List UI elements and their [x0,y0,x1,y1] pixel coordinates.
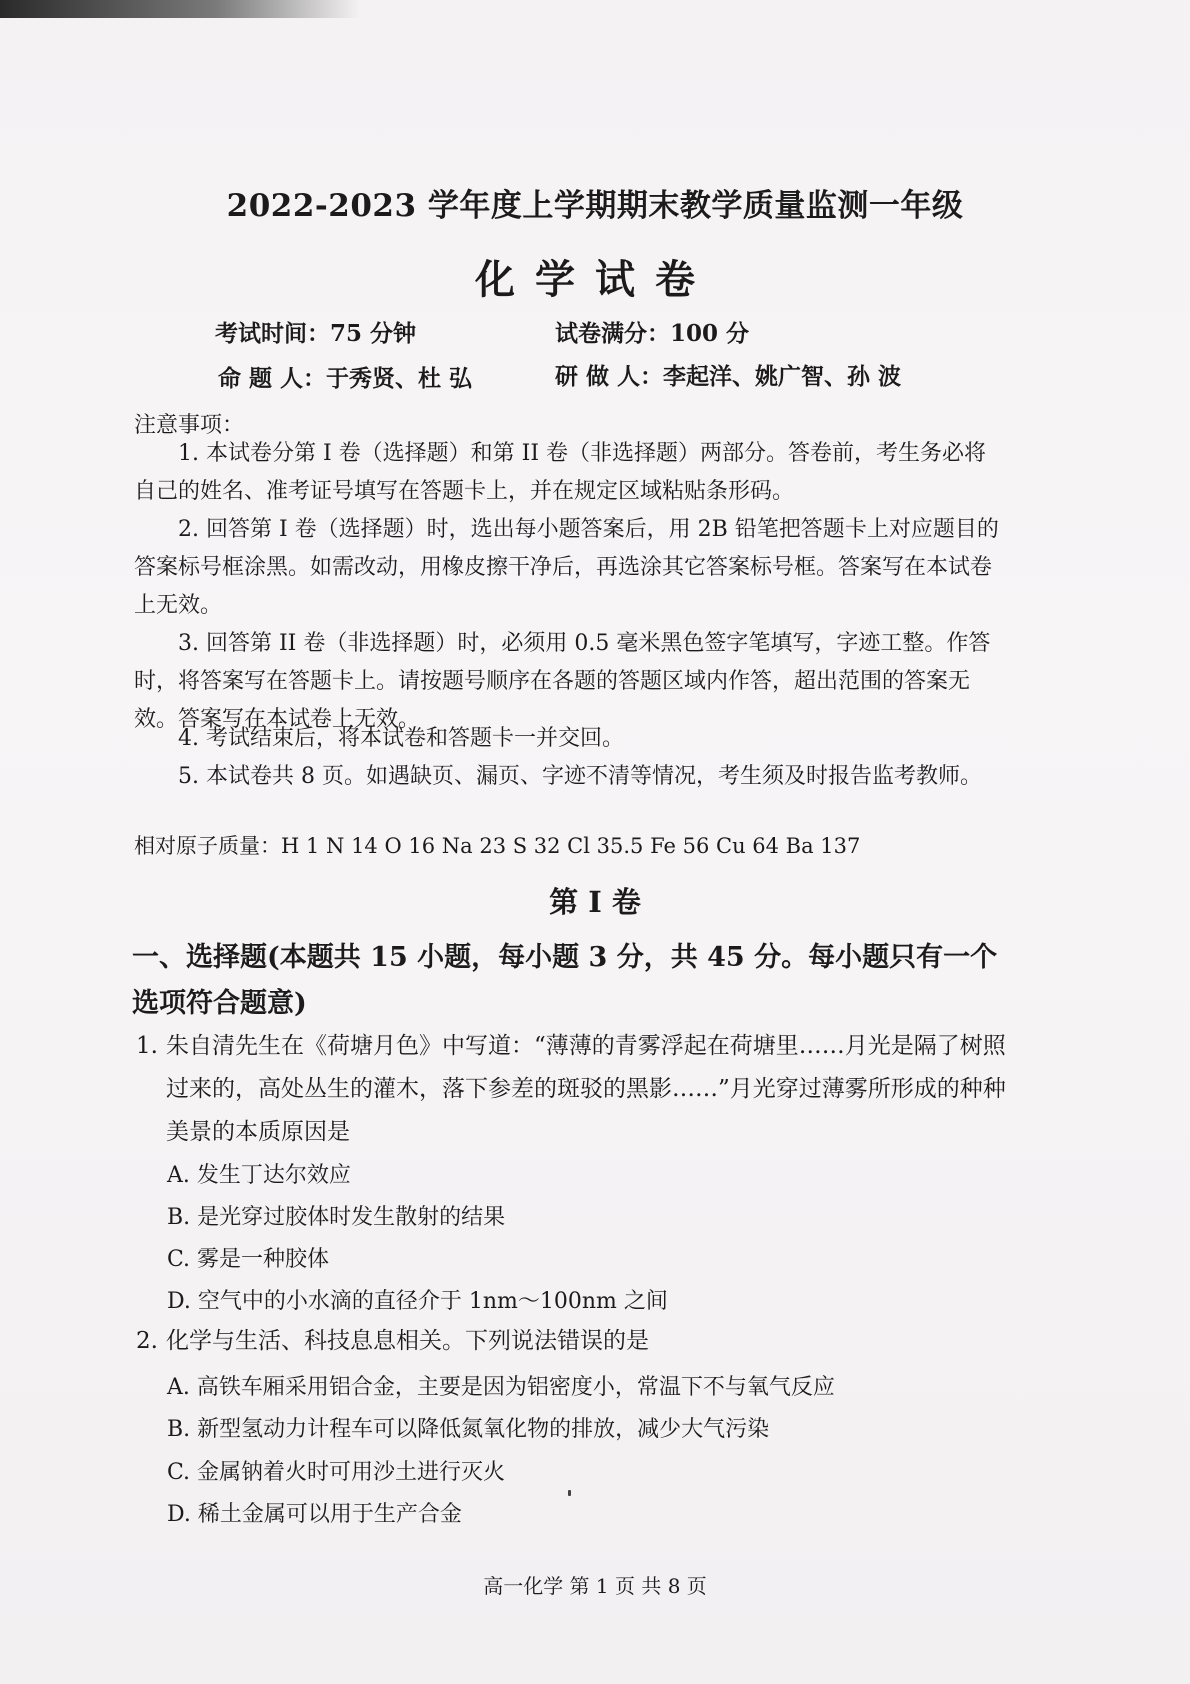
part-title: 一、选择题(本题共 15 小题，每小题 3 分，共 45 分。每小题只有一个选项符合题意) [132,942,998,1019]
notice-item-4: 4. 考试结束后，将本试卷和答题卡一并交回。 [178,726,624,751]
question-number: 2. [136,1328,158,1354]
q2-option-a: A. 高铁车厢采用铝合金，主要是因为铝密度小，常温下不与氧气反应 [167,1375,835,1400]
exam-title: 2022-2023 学年度上学期期末教学质量监测一年级 [226,188,964,224]
notice-item-1: 1. 本试卷分第 I 卷（选择题）和第 II 卷（非选择题）两部分。答卷前，考生务必将自己的姓名、准考证号填写在答题卡上，并在规定区域粘贴条形码。 [134,441,987,504]
question-1 [136,1025,1006,1154]
full-score: 试卷满分：100 分 [555,320,750,347]
q2-option-b: B. 新型氢动力计程车可以降低氮氧化物的排放，减少大气污染 [167,1417,770,1442]
scan-edge-shadow [0,0,360,18]
atomic-masses: 相对原子质量：H 1 N 14 O 16 Na 23 S 32 Cl 35.5 Fe 56 Cu 64 Ba 137 [134,834,861,858]
exam-time: 考试时间：75 分钟 [215,320,417,347]
question-2 [136,1320,1006,1363]
notice-item-2: 2. 回答第 I 卷（选择题）时，选出每小题答案后，用 2B 铅笔把答题卡上对应题目的答案标号框涂黑。如需改动，用橡皮擦干净后，再选涂其它答案标号框。答案写在本试卷上无效。 [134,517,999,618]
q1-option-c: C. 雾是一种胶体 [167,1247,330,1272]
question-stem: 朱自清先生在《荷塘月色》中写道：“薄薄的青雾浮起在荷塘里……月光是隔了树照过来的，高处丛生的灌木，落下参差的斑驳的黑影……”月光穿过薄雾所形成的种种美景的本质原因是 [166,1033,1006,1145]
reviewers: 研 做 人：李起洋、姚广智、孙 波 [555,363,902,390]
subject-title: 化学试卷 [475,256,715,303]
notice-heading: 注意事项： [134,413,245,438]
notice-item-3: 3. 回答第 II 卷（非选择题）时，必须用 0.5 毫米黑色签字笔填写，字迹工整。作答时，将答案写在答题卡上。请按题号顺序在各题的答题区域内作答，超出范围的答案无效。答案写在本试卷上无效。 [134,631,991,732]
q2-option-d: D. 稀土金属可以用于生产合金 [167,1502,462,1527]
ink-speck [568,1490,571,1496]
q1-option-d: D. 空气中的小水滴的直径介于 1nm～100nm 之间 [167,1289,668,1314]
page-footer: 高一化学 第 1 页 共 8 页 [483,1574,707,1598]
notice-item-5: 5. 本试卷共 8 页。如遇缺页、漏页、字迹不清等情况，考生须及时报告监考教师。 [178,764,982,789]
q2-option-c: C. 金属钠着火时可用沙土进行灭火 [167,1460,506,1485]
question-number: 1. [136,1033,158,1059]
q1-option-a: A. 发生丁达尔效应 [167,1163,351,1188]
question-stem: 化学与生活、科技息息相关。下列说法错误的是 [166,1328,649,1354]
volume-heading: 第 I 卷 [549,885,641,919]
q1-option-b: B. 是光穿过胶体时发生散射的结果 [167,1205,506,1230]
question-setters: 命 题 人：于秀贤、杜 弘 [218,365,473,392]
